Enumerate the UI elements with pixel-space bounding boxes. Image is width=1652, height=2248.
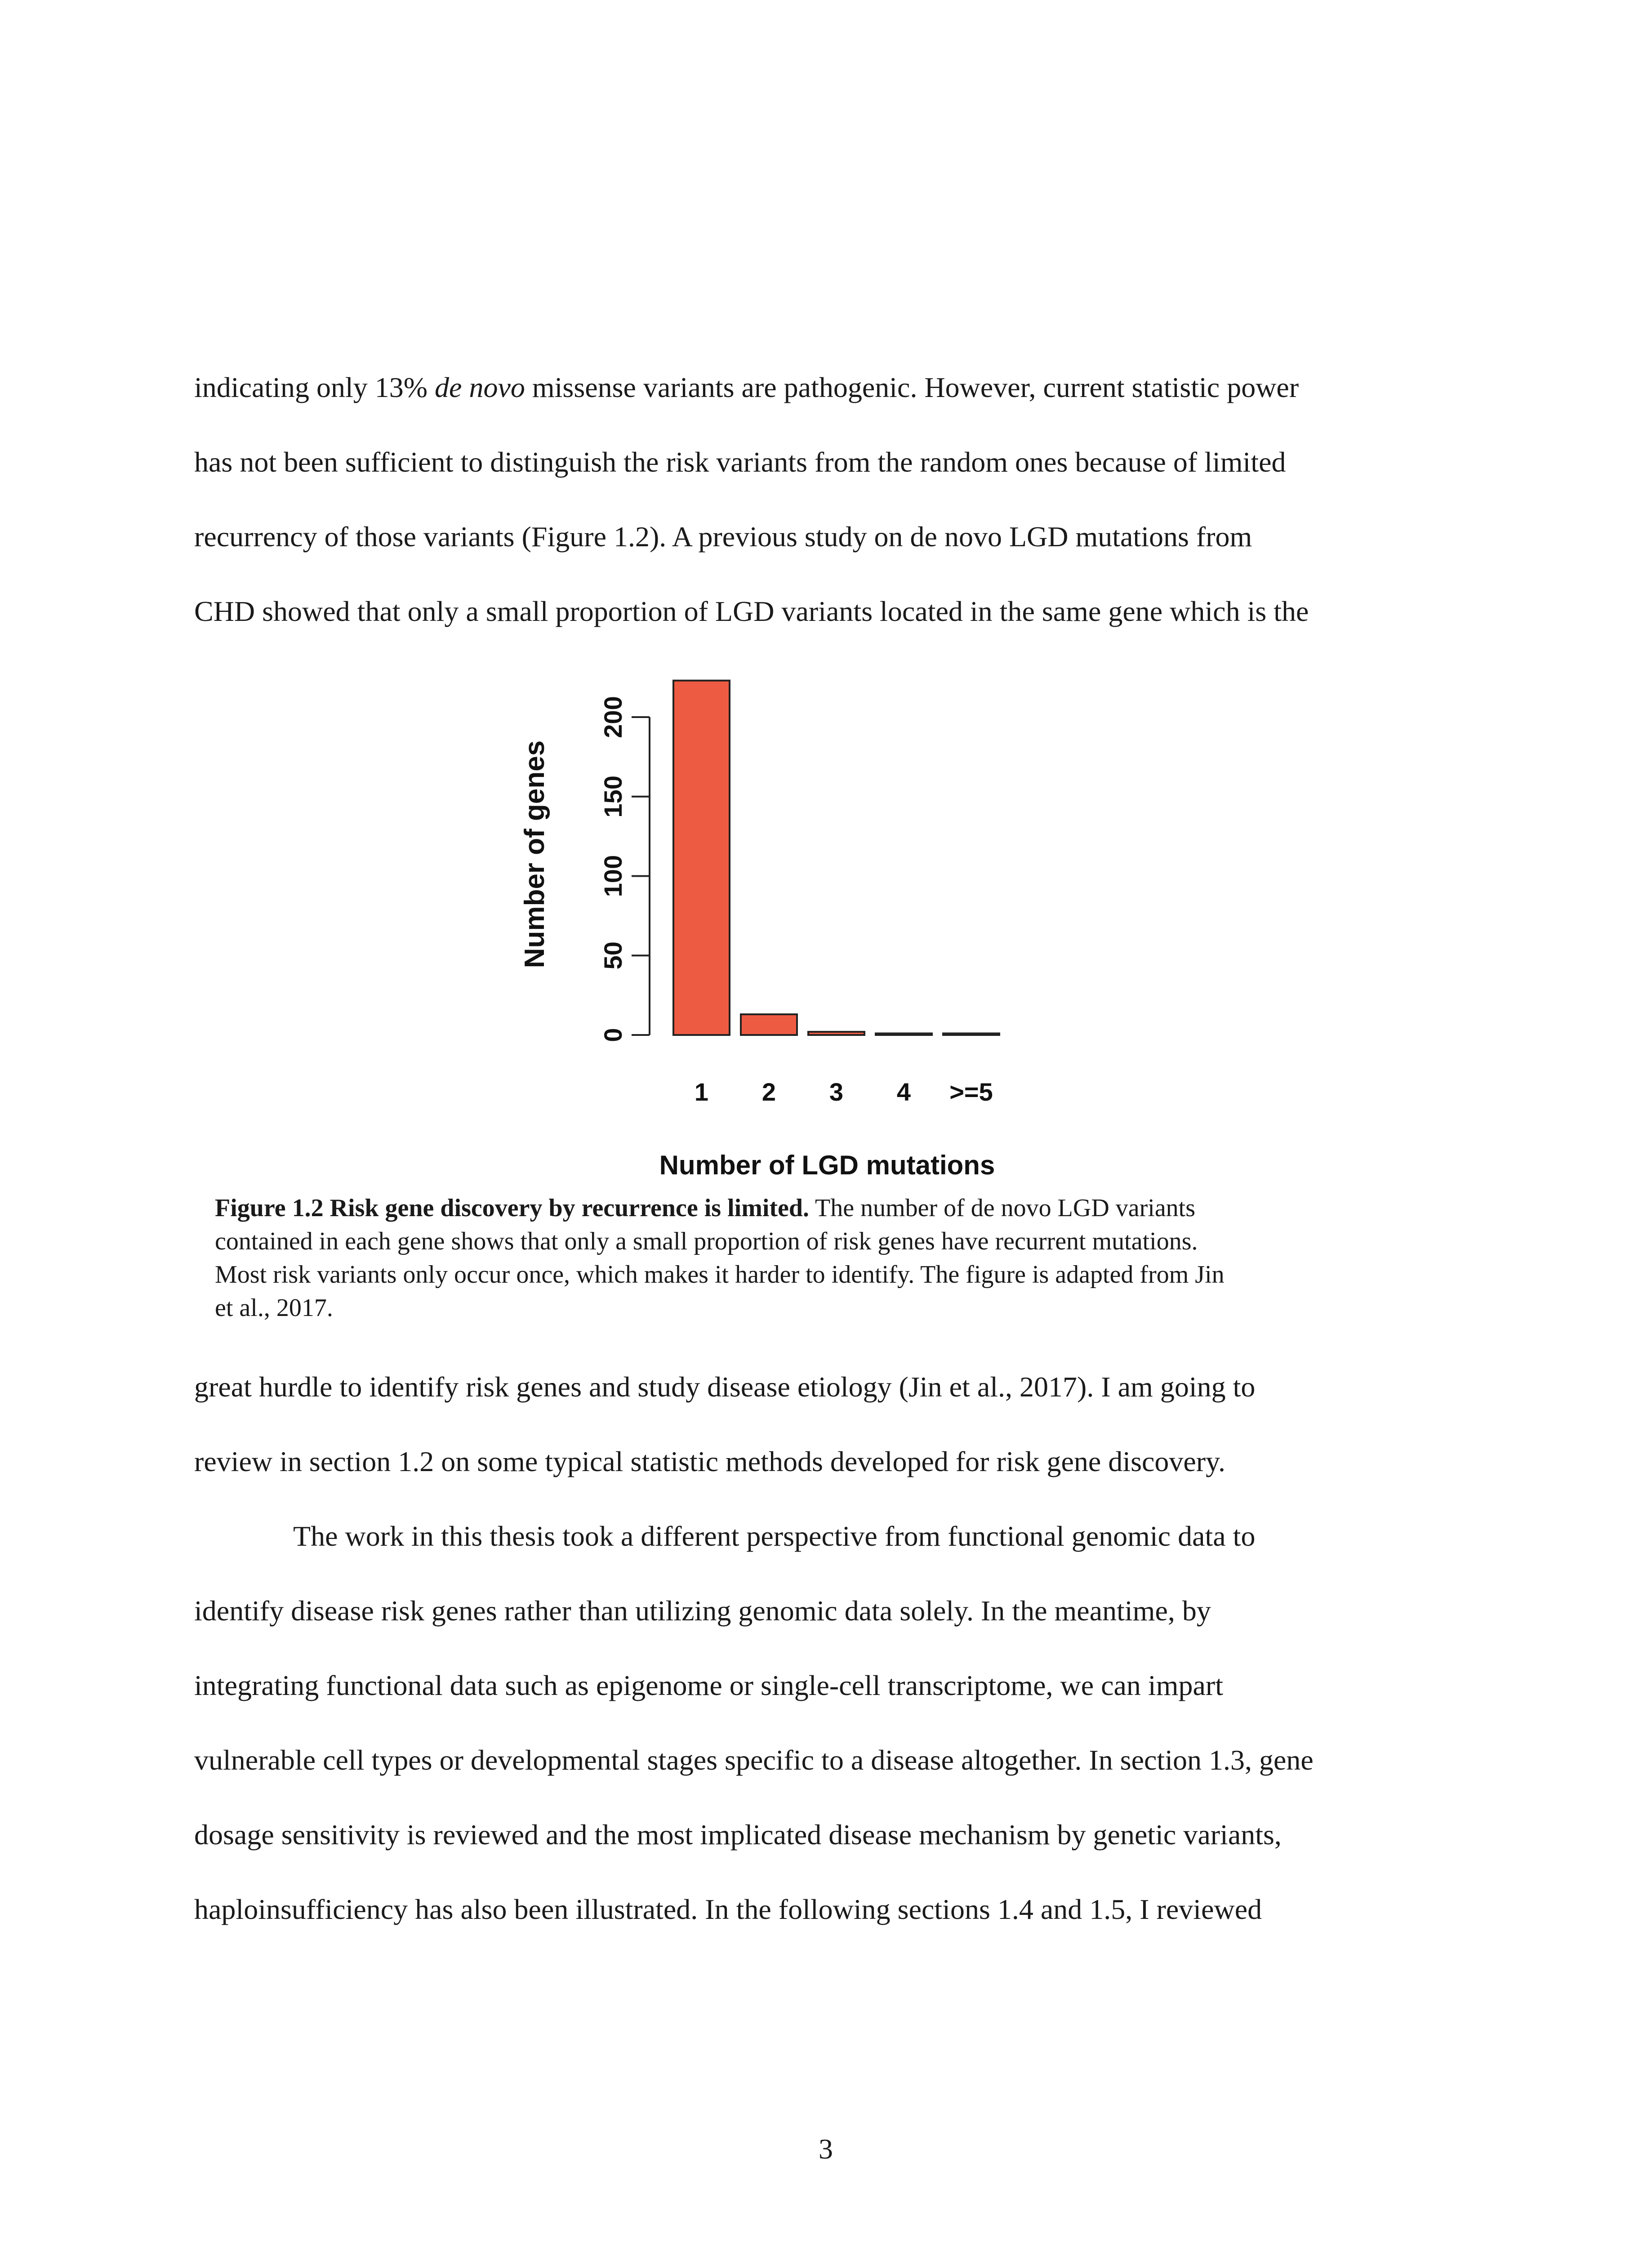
bar — [741, 1014, 797, 1035]
body-text-line: review in section 1.2 on some typical statistic methods developed for risk gene discovery. — [194, 1445, 1225, 1477]
text-segment: indicating only 13% — [194, 371, 435, 403]
body-text-line: haploinsufficiency has also been illustrated. In the following sections 1.4 and 1.5, I reviewed — [194, 1893, 1262, 1925]
x-tick-label: >=5 — [949, 1078, 993, 1106]
body-text-line: recurrency of those variants (Figure 1.2). A previous study on de novo LGD mutations from — [194, 521, 1252, 553]
figure-caption — [215, 1191, 1456, 1325]
caption-title: Figure 1.2 Risk gene discovery by recurrence is limited. — [215, 1194, 810, 1222]
body-text-line: integrating functional data such as epigenome or single-cell transcriptome, we can impart — [194, 1669, 1223, 1701]
caption-line: contained in each gene shows that only a small proportion of risk genes have recurrent mutations. — [215, 1227, 1198, 1255]
bar — [808, 1032, 864, 1035]
y-tick-label: 200 — [599, 696, 627, 738]
body-text-line: great hurdle to identify risk genes and study disease etiology (Jin et al., 2017). I am going to — [194, 1371, 1256, 1403]
bar — [876, 1033, 932, 1035]
italic-term: de novo — [435, 371, 525, 403]
caption-line — [215, 1191, 1456, 1225]
x-axis-title: Number of LGD mutations — [659, 1150, 995, 1180]
x-tick-label: 4 — [896, 1078, 911, 1106]
body-text-line: vulnerable cell types or developmental stages specific to a disease altogether. In section 1.3, gene — [194, 1744, 1314, 1776]
bar — [673, 681, 730, 1035]
y-tick-label: 150 — [599, 776, 627, 818]
body-text-line: has not been sufficient to distinguish the risk variants from the random ones because of limited — [194, 446, 1286, 478]
x-tick-label: 1 — [694, 1078, 709, 1106]
y-axis-title: Number of genes — [519, 740, 550, 968]
x-tick-label: 3 — [829, 1078, 844, 1106]
bar — [943, 1033, 999, 1035]
body-text-line: The work in this thesis took a different perspective from functional genomic data to — [293, 1520, 1256, 1552]
y-tick-label: 50 — [599, 941, 627, 970]
page-number: 3 — [819, 2133, 833, 2165]
y-tick-label: 100 — [599, 855, 627, 897]
caption-line: Most risk variants only occur once, which makes it harder to identify. The figure is adapted from Jin — [215, 1261, 1225, 1289]
x-tick-label: 2 — [761, 1078, 776, 1106]
body-text-line: dosage sensitivity is reviewed and the most implicated disease mechanism by genetic variants, — [194, 1819, 1282, 1851]
text-segment: missense variants are pathogenic. However, current statistic power — [525, 371, 1299, 403]
body-text-line — [194, 370, 1299, 406]
body-text-line: CHD showed that only a small proportion of LGD variants located in the same gene which is the — [194, 595, 1309, 627]
body-text-line: identify disease risk genes rather than utilizing genomic data solely. In the meantime, by — [194, 1595, 1211, 1627]
y-tick-label: 0 — [599, 1028, 627, 1042]
caption-text: The number of de novo LGD variants — [809, 1194, 1196, 1222]
caption-line: et al., 2017. — [215, 1294, 333, 1322]
